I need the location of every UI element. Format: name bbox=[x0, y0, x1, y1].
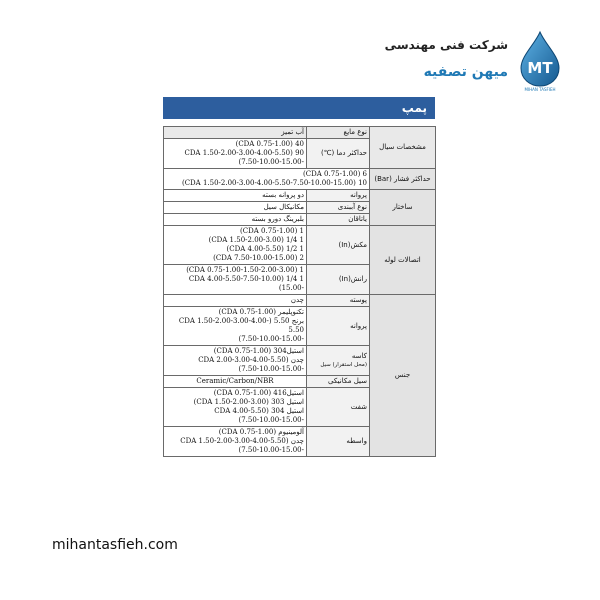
label-adapter: واسطه bbox=[307, 427, 370, 457]
table-row bbox=[164, 295, 436, 307]
label-casing: پوسته bbox=[307, 295, 370, 307]
company-logo bbox=[515, 30, 565, 92]
value-adapter: آلومینیوم (CDA 0.75-1.00) چدن (CDA 1.50-2.00-3.00-4.00-5.50 -7.50-10.00-15.00) bbox=[164, 427, 307, 457]
group-structure: ساختار bbox=[370, 190, 436, 226]
spec-table bbox=[163, 126, 436, 457]
value-impeller-material: تکنوپلیمر (CDA 0.75-1.00) برنج 5.50 (CDA 1.50-2.00-3.00-4.00-5.50 -7.50-10.00-15.00) bbox=[164, 307, 307, 346]
group-fluid: مشخصات سیال bbox=[370, 127, 436, 169]
label-suction: مکش(In) bbox=[307, 226, 370, 265]
value-impeller: دو پروانه بسته bbox=[164, 190, 307, 202]
company-name: شرکت فنی مهندسی bbox=[384, 38, 508, 52]
value-bearing: بلبرینگ دورو بسته bbox=[164, 214, 307, 226]
logo-text: MT bbox=[527, 59, 553, 77]
table-row bbox=[164, 190, 436, 202]
label-max-temp: حداکثر دما (℃) bbox=[307, 139, 370, 169]
label-discharge: رانش(In) bbox=[307, 265, 370, 295]
label-shaft: شفت bbox=[307, 388, 370, 427]
website-url: mihantasfieh.com bbox=[52, 537, 178, 553]
label-fluid-type: نوع مایع bbox=[307, 127, 370, 139]
group-pressure: حداکثر فشار (Bar) bbox=[370, 169, 436, 190]
logo-subtext: MIHAN TASFIEH bbox=[524, 87, 556, 92]
group-pipe: اتصالات لوله bbox=[370, 226, 436, 295]
value-shaft: استیل416 (CDA 0.75-1.00) استیل 303 (CDA 1.50-2.00-3.00) استیل 304 (CDA 4.00-5.50 -7.50-10.00-15.00) bbox=[164, 388, 307, 427]
label-bearing: یاتاقان bbox=[307, 214, 370, 226]
value-mech-seal: Ceramic/Carbon/NBR bbox=[164, 376, 307, 388]
label-seal-type: نوع آببندی bbox=[307, 202, 370, 214]
label-diffuser-main: کاسه bbox=[351, 351, 367, 360]
value-max-temp: 40 (CDA 0.75-1.00) 90 (CDA 1.50-2.00-3.00-4.00-5.50 -7.50-10.00-15.00) bbox=[164, 139, 307, 169]
value-suction: 1 (CDA 0.75-1.00) 1 1/4 (CDA 1.50-2.00-3.00) 1 1/2 (CDA 4.00-5.50) 2 (CDA 7.50-10.00-15.00) bbox=[164, 226, 307, 265]
value-discharge: 1 (CDA 0.75-1.00-1.50-2.00-3.00) 1 1/4 (CDA 4.00-5.50-7.50-10.00 -15.00) bbox=[164, 265, 307, 295]
brand-name: میهن تصفیه bbox=[423, 64, 508, 80]
spec-sheet bbox=[163, 97, 435, 119]
table-row bbox=[164, 226, 436, 265]
value-seal-type: مکانیکال سیل bbox=[164, 202, 307, 214]
label-impeller-material: پروانه bbox=[307, 307, 370, 346]
label-mech-seal: سیل مکانیکی bbox=[307, 376, 370, 388]
value-casing: چدن bbox=[164, 295, 307, 307]
value-diffuser: استیل304 (CDA 0.75-1.00) چدن (CDA 2.00-3.00-4.00-5.50 -7.50-10.00-15.00) bbox=[164, 346, 307, 376]
group-material: جنس bbox=[370, 295, 436, 457]
label-diffuser bbox=[307, 346, 370, 376]
value-pressure: 6 (CDA 0.75-1.00) 10 (CDA 1.50-2.00-3.00-4.00-5.50-7.50-10.00-15.00) bbox=[164, 169, 370, 190]
value-fluid-type: آب تمیز bbox=[164, 127, 307, 139]
table-row bbox=[164, 169, 436, 190]
page-title: پمپ bbox=[163, 97, 435, 119]
label-diffuser-sub: (محل استقرار) سیل bbox=[320, 361, 367, 368]
label-impeller: پروانه bbox=[307, 190, 370, 202]
table-row bbox=[164, 127, 436, 139]
